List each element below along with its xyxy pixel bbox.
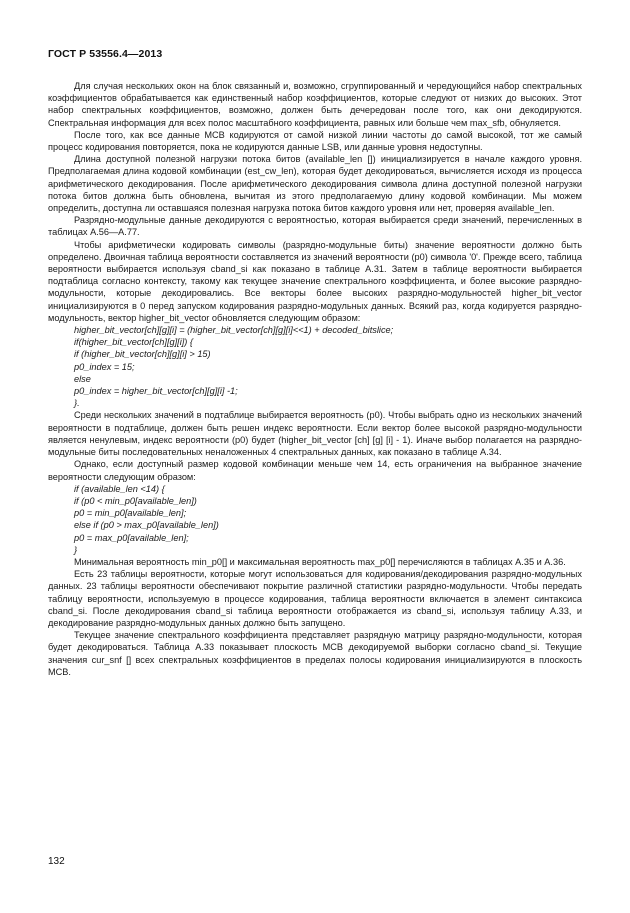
paragraph: Длина доступной полезной нагрузки потока битов (available_len []) инициализируется в начале каждого уровня. Предполагаемая длина кодовой комбинации (est_cw_len), которая будет декодироваться, вычисляется исходя из процесса арифметического декодирования. После арифметического декодирования символа длина доступной полезной нагрузки потока битов должна быть обновлена, вычитая из этого предполагаемую длину кодовой комбинации. Мы можем определить, доступна ли оставшаяся полезная нагрузка потока битов каждого уровня или нет, проверяя available_len. — [48, 154, 582, 214]
code-line: higher_bit_vector[ch][g][i] = (higher_bit_vector[ch][g][i]<<1) + decoded_bitslice; — [74, 325, 394, 336]
code-line: p0_index = higher_bit_vector[ch][g][i] -1; — [74, 386, 238, 397]
paragraph: Разрядно-модульные данные декодируются с вероятностью, которая выбирается среди значений, перечисленных в таблицах А.56—А.77. — [48, 215, 582, 238]
code-line: else — [74, 373, 91, 384]
paragraph: Текущее значение спектрального коэффициента представляет разрядную матрицу разрядно-модульности, которая будет декодироваться. Таблица А.33 показывает плоскость MCB декодируемой выборки согласно cband_si. Текущие значения cur_snf [] всех спектральных коэффициентов в пределах полосы кодирования инициализируются в плоскость MCB. — [48, 630, 582, 677]
code-line: if (available_len <14) { — [74, 483, 165, 494]
code-line: p0 = min_p0[available_len]; — [74, 508, 187, 519]
code-line: if (higher_bit_vector[ch][g][i] > 15) — [74, 349, 211, 360]
code-line: p0 = max_p0[available_len]; — [74, 532, 189, 543]
code-line: p0_index = 15; — [74, 361, 135, 372]
paragraph: Минимальная вероятность min_p0[] и максимальная вероятность max_p0[] перечисляются в таблицах А.35 и А.36. — [74, 556, 566, 567]
code-line: }. — [74, 398, 80, 409]
code-line: } — [74, 544, 78, 555]
code-line: if(higher_bit_vector[ch][g][i]) { — [74, 337, 193, 348]
paragraph: После того, как все данные MCB кодируются от самой низкой линии частоты до самой высокой, тот же самый процесс кодирования повторяется, пока не кодируются данные LSB, или данные уровня недоступны. — [48, 129, 582, 153]
paragraph: Однако, если доступный размер кодовой комбинации меньше чем 14, есть ограничения на выбранное значение вероятности следующим образом: — [48, 459, 582, 482]
paragraph: Для случая нескольких окон на блок связанный и, возможно, сгруппированный и чередующийся набор спектральных коэффициентов обрабатывается как единственный набор коэффициентов, которые следуют от низких до высоких. Этот набор спектральных коэффициентов, возможно, должен быть дечередован после того, как они декодируются. Спектральная информация для всех полос масштабного коэффициента, равных или больше чем max_sfb, обнуляется. — [48, 81, 582, 128]
page-header-title: ГОСТ Р 53556.4—2013 — [48, 48, 163, 60]
page-number: 132 — [48, 856, 65, 867]
code-line: if (p0 < min_p0[available_len]) — [74, 495, 197, 506]
paragraph: Есть 23 таблицы вероятности, которые могут использоваться для кодирования/декодирования разрядно-модульных данных. 23 таблицы вероятности обеспечивают покрытие различной статистики разрядно-модульности. Чтобы передать таблицу вероятности, используемую в процессе кодирования, таблица вероятности включается в элемент синтаксиса cband_si. После декодирования cband_si таблица вероятности отображается из cband_si, используя таблицу А.33, и декодирование разрядно-модульных данных должно быть запущено. — [48, 569, 582, 628]
paragraph: Чтобы арифметически кодировать символы (разрядно-модульные биты) значение вероятности должно быть определено. Двоичная таблица вероятности составляется из значений вероятности (p0) символа '0'. Прежде всего, таблица вероятности выбирается используя cband_si как показано в таблице А.31. Затем в таблице вероятности выбирается подтаблица согласно контексту, такому как текущее значение спектрального коэффициента, и более высокие разрядно-модульности, которые декодировались. Все векторы более высоких разрядно-модульностей higher_bit_vector инициализируются в 0 перед запуском кодирования разрядно-модульных данных. Всякий раз, когда кодируется разрядно-модульность, вектор higher_bit_vector обновляется следующим образом: — [48, 239, 582, 323]
paragraph: Среди нескольких значений в подтаблице выбирается вероятность (p0). Чтобы выбрать одно из нескольких значений вероятности в подтаблице, должен быть решен индекс вероятности. Если вектор более высокой разрядно-модульности является ненулевым, индекс вероятности (p0) будет (higher_bit_vector [ch] [g] [i] - 1). Иначе выбор полагается на разрядно-модульные биты последовательных неналоженных 4 спектральных данных, как показано в таблице А.34. — [48, 410, 582, 458]
document-body — [48, 80, 582, 678]
code-line: else if (p0 > max_p0[available_len]) — [74, 520, 219, 531]
